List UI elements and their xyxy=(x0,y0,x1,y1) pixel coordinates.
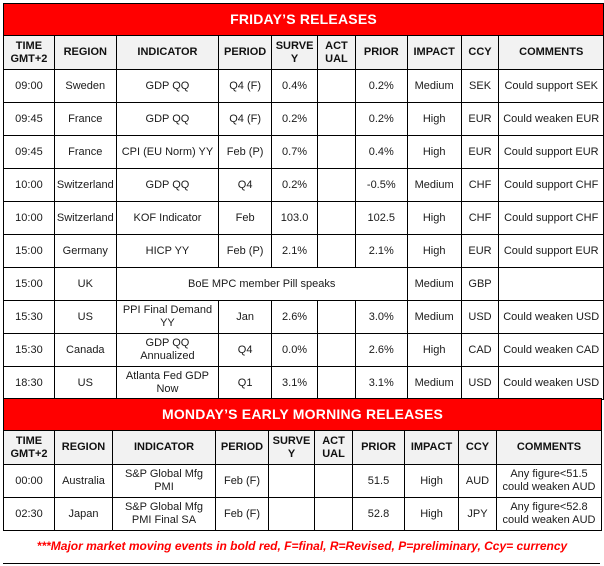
cell-comments: Any figure<52.8 could weaken AUD xyxy=(497,498,602,531)
col-comments: COMMENTS xyxy=(499,36,604,70)
cell-prior: 0.4% xyxy=(355,136,407,169)
col-time: TIME GMT+2 xyxy=(4,36,55,70)
table-row xyxy=(4,334,604,367)
table-row xyxy=(4,136,604,169)
cell-indicator: GDP QQ xyxy=(116,169,218,202)
table-row xyxy=(4,301,604,334)
cell-ccy: SEK xyxy=(461,70,499,103)
table-row xyxy=(4,202,604,235)
cell-prior: 2.6% xyxy=(355,334,407,367)
cell-region: France xyxy=(54,136,116,169)
cell-actual xyxy=(318,202,356,235)
cell-period: Feb (P) xyxy=(219,136,272,169)
cell-actual xyxy=(318,367,356,400)
cell-period: Q4 xyxy=(219,334,272,367)
cell-survey: 0.4% xyxy=(272,70,318,103)
cell-comments: Could weaken USD xyxy=(499,301,604,334)
friday-title: FRIDAY’S RELEASES xyxy=(4,4,604,36)
cell-survey: 0.2% xyxy=(272,169,318,202)
cell-indicator: S&P Global Mfg PMI Final SA xyxy=(113,498,216,531)
cell-region: UK xyxy=(54,268,116,301)
cell-region: Australia xyxy=(55,465,113,498)
table-row xyxy=(4,498,602,531)
cell-comments: Could weaken USD xyxy=(499,367,604,400)
cell-impact: High xyxy=(405,465,459,498)
cell-prior: 102.5 xyxy=(355,202,407,235)
cell-time: 00:00 xyxy=(4,465,55,498)
table-row xyxy=(4,103,604,136)
cell-time: 09:45 xyxy=(4,136,55,169)
cell-survey: 0.2% xyxy=(272,103,318,136)
cell-time: 15:30 xyxy=(4,301,55,334)
cell-indicator: HICP YY xyxy=(116,235,218,268)
column-header-row xyxy=(4,431,602,465)
table-row xyxy=(4,235,604,268)
cell-impact: Medium xyxy=(407,268,461,301)
cell-period: Q4 (F) xyxy=(219,70,272,103)
cell-region: US xyxy=(54,301,116,334)
cell-actual xyxy=(318,103,356,136)
cell-actual xyxy=(318,70,356,103)
cell-merged-event: BoE MPC member Pill speaks xyxy=(116,268,407,301)
monday-releases-table xyxy=(3,398,602,531)
cell-impact: High xyxy=(407,136,461,169)
cell-impact: Medium xyxy=(407,70,461,103)
cell-comments: Could weaken CAD xyxy=(499,334,604,367)
cell-comments: Could support EUR xyxy=(499,235,604,268)
table-row xyxy=(4,268,604,301)
cell-impact: High xyxy=(407,334,461,367)
cell-time: 10:00 xyxy=(4,169,55,202)
col-survey: SURVE Y xyxy=(269,431,315,465)
cell-time: 09:00 xyxy=(4,70,55,103)
cell-time: 15:00 xyxy=(4,268,55,301)
table-row xyxy=(4,70,604,103)
cell-ccy: EUR xyxy=(461,136,499,169)
cell-indicator: GDP QQ xyxy=(116,70,218,103)
cell-time: 18:30 xyxy=(4,367,55,400)
cell-impact: Medium xyxy=(407,169,461,202)
cell-comments: Could support CHF xyxy=(499,169,604,202)
col-prior: PRIOR xyxy=(355,36,407,70)
cell-ccy: GBP xyxy=(461,268,499,301)
cell-ccy: EUR xyxy=(461,235,499,268)
cell-comments: Could weaken EUR xyxy=(499,103,604,136)
cell-survey xyxy=(269,498,315,531)
cell-ccy: JPY xyxy=(459,498,497,531)
cell-ccy: USD xyxy=(461,367,499,400)
col-impact: IMPACT xyxy=(405,431,459,465)
col-indicator: INDICATOR xyxy=(116,36,218,70)
cell-time: 15:00 xyxy=(4,235,55,268)
col-indicator: INDICATOR xyxy=(113,431,216,465)
cell-survey: 2.1% xyxy=(272,235,318,268)
cell-period: Q1 xyxy=(219,367,272,400)
cell-impact: Medium xyxy=(407,367,461,400)
cell-prior: 51.5 xyxy=(353,465,405,498)
cell-region: Canada xyxy=(54,334,116,367)
col-actual: ACT UAL xyxy=(318,36,356,70)
cell-prior: 2.1% xyxy=(355,235,407,268)
cell-comments: Could support SEK xyxy=(499,70,604,103)
col-time: TIME GMT+2 xyxy=(4,431,55,465)
cell-region: Germany xyxy=(54,235,116,268)
cell-impact: High xyxy=(407,202,461,235)
cell-period: Feb xyxy=(219,202,272,235)
cell-ccy: USD xyxy=(461,301,499,334)
cell-survey xyxy=(269,465,315,498)
cell-prior: 52.8 xyxy=(353,498,405,531)
cell-region: France xyxy=(54,103,116,136)
cell-prior: 3.1% xyxy=(355,367,407,400)
column-header-row xyxy=(4,36,604,70)
cell-period: Q4 xyxy=(219,169,272,202)
col-impact: IMPACT xyxy=(407,36,461,70)
cell-impact: Medium xyxy=(407,301,461,334)
cell-indicator: PPI Final Demand YY xyxy=(116,301,218,334)
cell-period: Feb (P) xyxy=(219,235,272,268)
cell-survey: 0.0% xyxy=(272,334,318,367)
cell-indicator: Atlanta Fed GDP Now xyxy=(116,367,218,400)
cell-impact: High xyxy=(407,235,461,268)
col-actual: ACT UAL xyxy=(315,431,353,465)
cell-comments: Any figure<51.5 could weaken AUD xyxy=(497,465,602,498)
cell-comments xyxy=(499,268,604,301)
cell-indicator: CPI (EU Norm) YY xyxy=(116,136,218,169)
cell-ccy: CAD xyxy=(461,334,499,367)
cell-indicator: KOF Indicator xyxy=(116,202,218,235)
friday-releases-table xyxy=(3,3,604,400)
cell-region: Japan xyxy=(55,498,113,531)
col-region: REGION xyxy=(54,36,116,70)
cell-period: Feb (F) xyxy=(216,465,269,498)
cell-period: Feb (F) xyxy=(216,498,269,531)
cell-comments: Could support EUR xyxy=(499,136,604,169)
cell-region: US xyxy=(54,367,116,400)
divider xyxy=(3,563,600,564)
table-row xyxy=(4,169,604,202)
cell-time: 10:00 xyxy=(4,202,55,235)
cell-survey: 103.0 xyxy=(272,202,318,235)
cell-actual xyxy=(318,169,356,202)
col-ccy: CCY xyxy=(459,431,497,465)
cell-actual xyxy=(318,235,356,268)
cell-indicator: GDP QQ Annualized xyxy=(116,334,218,367)
cell-indicator: S&P Global Mfg PMI xyxy=(113,465,216,498)
cell-period: Jan xyxy=(219,301,272,334)
cell-impact: High xyxy=(405,498,459,531)
col-prior: PRIOR xyxy=(353,431,405,465)
cell-prior: -0.5% xyxy=(355,169,407,202)
cell-prior: 3.0% xyxy=(355,301,407,334)
cell-actual xyxy=(318,301,356,334)
monday-title: MONDAY’S EARLY MORNING RELEASES xyxy=(4,399,602,431)
cell-survey: 2.6% xyxy=(272,301,318,334)
cell-actual xyxy=(315,498,353,531)
table-row xyxy=(4,367,604,400)
table-row xyxy=(4,465,602,498)
cell-time: 02:30 xyxy=(4,498,55,531)
cell-region: Switzerland xyxy=(54,169,116,202)
cell-ccy: EUR xyxy=(461,103,499,136)
cell-period: Q4 (F) xyxy=(219,103,272,136)
col-period: PERIOD xyxy=(219,36,272,70)
cell-ccy: AUD xyxy=(459,465,497,498)
cell-region: Sweden xyxy=(54,70,116,103)
cell-indicator: GDP QQ xyxy=(116,103,218,136)
cell-region: Switzerland xyxy=(54,202,116,235)
cell-comments: Could support CHF xyxy=(499,202,604,235)
cell-survey: 3.1% xyxy=(272,367,318,400)
footer-legend-note: ***Major market moving events in bold red, F=final, R=Revised, P=preliminary, Ccy= currency xyxy=(36,539,568,553)
section-banner xyxy=(4,399,602,431)
col-period: PERIOD xyxy=(216,431,269,465)
cell-ccy: CHF xyxy=(461,169,499,202)
cell-ccy: CHF xyxy=(461,202,499,235)
cell-prior: 0.2% xyxy=(355,70,407,103)
col-survey: SURVE Y xyxy=(272,36,318,70)
cell-actual xyxy=(315,465,353,498)
col-region: REGION xyxy=(55,431,113,465)
cell-time: 09:45 xyxy=(4,103,55,136)
col-comments: COMMENTS xyxy=(497,431,602,465)
cell-prior: 0.2% xyxy=(355,103,407,136)
cell-survey: 0.7% xyxy=(272,136,318,169)
section-banner xyxy=(4,4,604,36)
cell-actual xyxy=(318,334,356,367)
cell-impact: High xyxy=(407,103,461,136)
cell-time: 15:30 xyxy=(4,334,55,367)
cell-actual xyxy=(318,136,356,169)
col-ccy: CCY xyxy=(461,36,499,70)
